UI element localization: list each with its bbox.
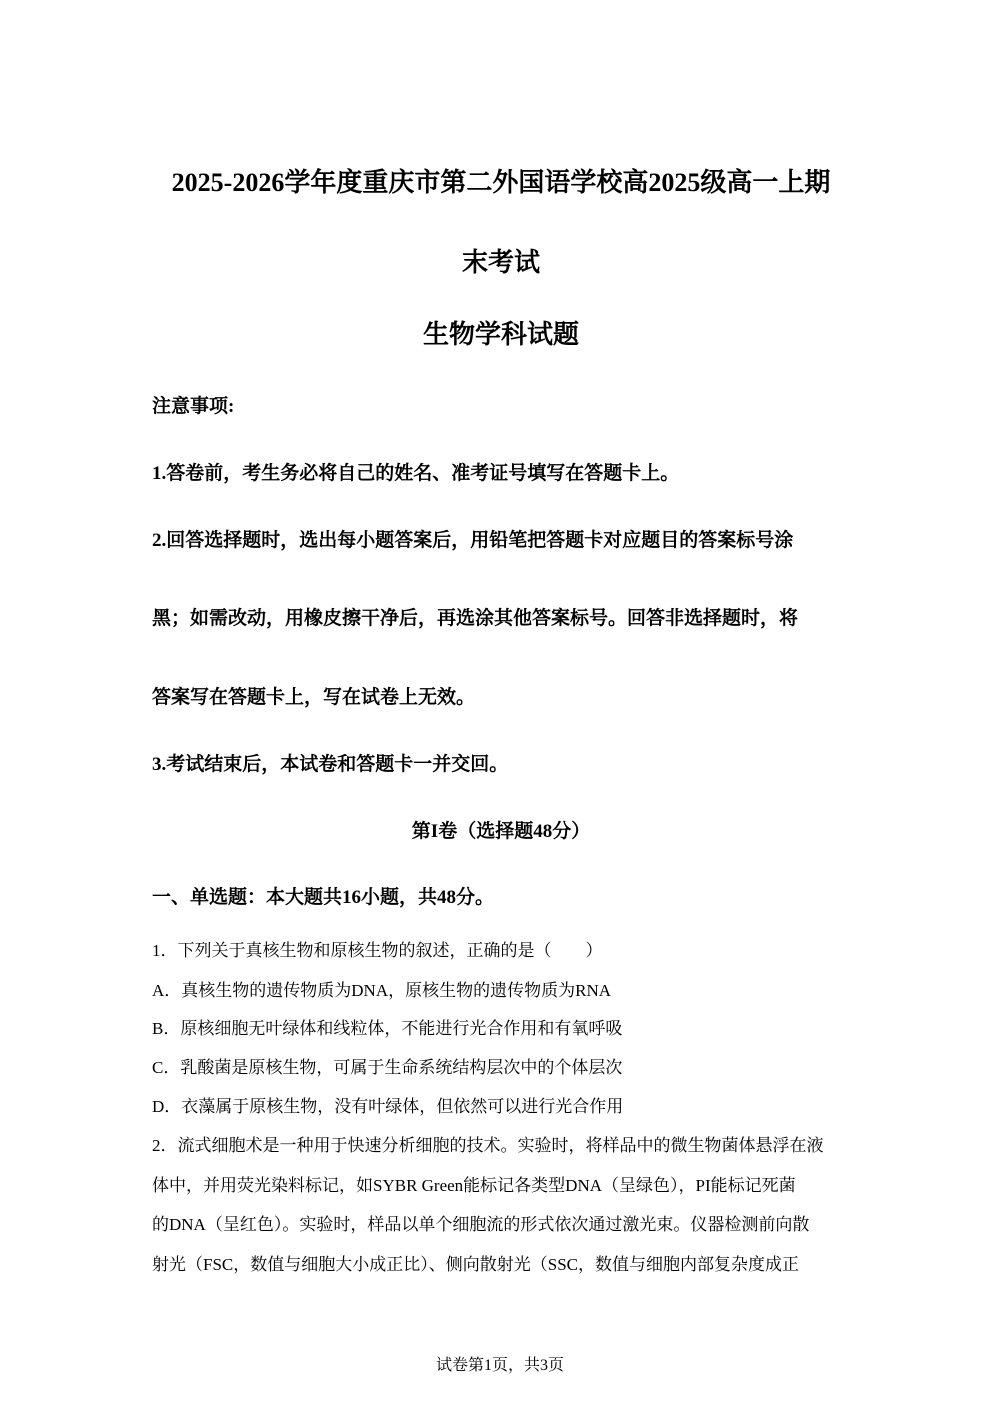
question-2-stem-line2: 体中，并用荧光染料标记，如SYBR Green能标记各类型DNA（呈绿色），PI能标记死菌: [152, 1176, 796, 1195]
question-1-option-a: A．真核生物的遗传物质为DNA，原核生物的遗传物质为RNA: [152, 981, 611, 1000]
notice-item-2-line2: 黑；如需改动，用橡皮擦干净后，再选涂其他答案标号。回答非选择题时，将: [152, 608, 799, 629]
exam-page: [152, 0, 850, 1415]
exam-title-line2: 末考试: [461, 248, 540, 277]
part-heading: 一、单选题：本大题共16小题，共48分。: [152, 887, 495, 908]
question-2-stem-line1: 2．流式细胞术是一种用于快速分析细胞的技术。实验时，将样品中的微生物菌体悬浮在液: [152, 1136, 824, 1155]
section-title: 第I卷（选择题48分）: [411, 821, 591, 842]
question-2-stem-line4: 射光（FSC，数值与细胞大小成正比）、侧向散射光（SSC，数值与细胞内部复杂度成正: [152, 1255, 799, 1274]
page-footer: 试卷第1页，共3页: [435, 1357, 564, 1374]
exam-subject-title: 生物学科试题: [422, 320, 579, 349]
notice-item-1: 1.答卷前，考生务必将自己的姓名、准考证号填写在答题卡上。: [152, 463, 680, 484]
notice-heading: 注意事项:: [152, 396, 235, 417]
notice-item-2-line3: 答案写在答题卡上，写在试卷上无效。: [152, 687, 476, 708]
notice-item-3: 3.考试结束后，本试卷和答题卡一并交回。: [152, 754, 509, 775]
notice-item-2-line1: 2.回答选择题时，选出每小题答案后，用铅笔把答题卡对应题目的答案标号涂: [152, 530, 794, 551]
question-2-stem-line3: 的DNA（呈红色）。实验时，样品以单个细胞流的形式依次通过激光束。仪器检测前向散: [152, 1215, 810, 1234]
question-1-option-c: C．乳酸菌是原核生物，可属于生命系统结构层次中的个体层次: [152, 1058, 623, 1077]
question-1-option-b: B．原核细胞无叶绿体和线粒体，不能进行光合作用和有氧呼吸: [152, 1019, 623, 1038]
exam-title-line1: 2025-2026学年度重庆市第二外国语学校高2025级高一上期: [171, 168, 831, 197]
question-1-option-d: D．衣藻属于原核生物，没有叶绿体，但依然可以进行光合作用: [152, 1097, 624, 1116]
question-1-stem: 1．下列关于真核生物和原核生物的叙述，正确的是（ ）: [152, 941, 603, 960]
